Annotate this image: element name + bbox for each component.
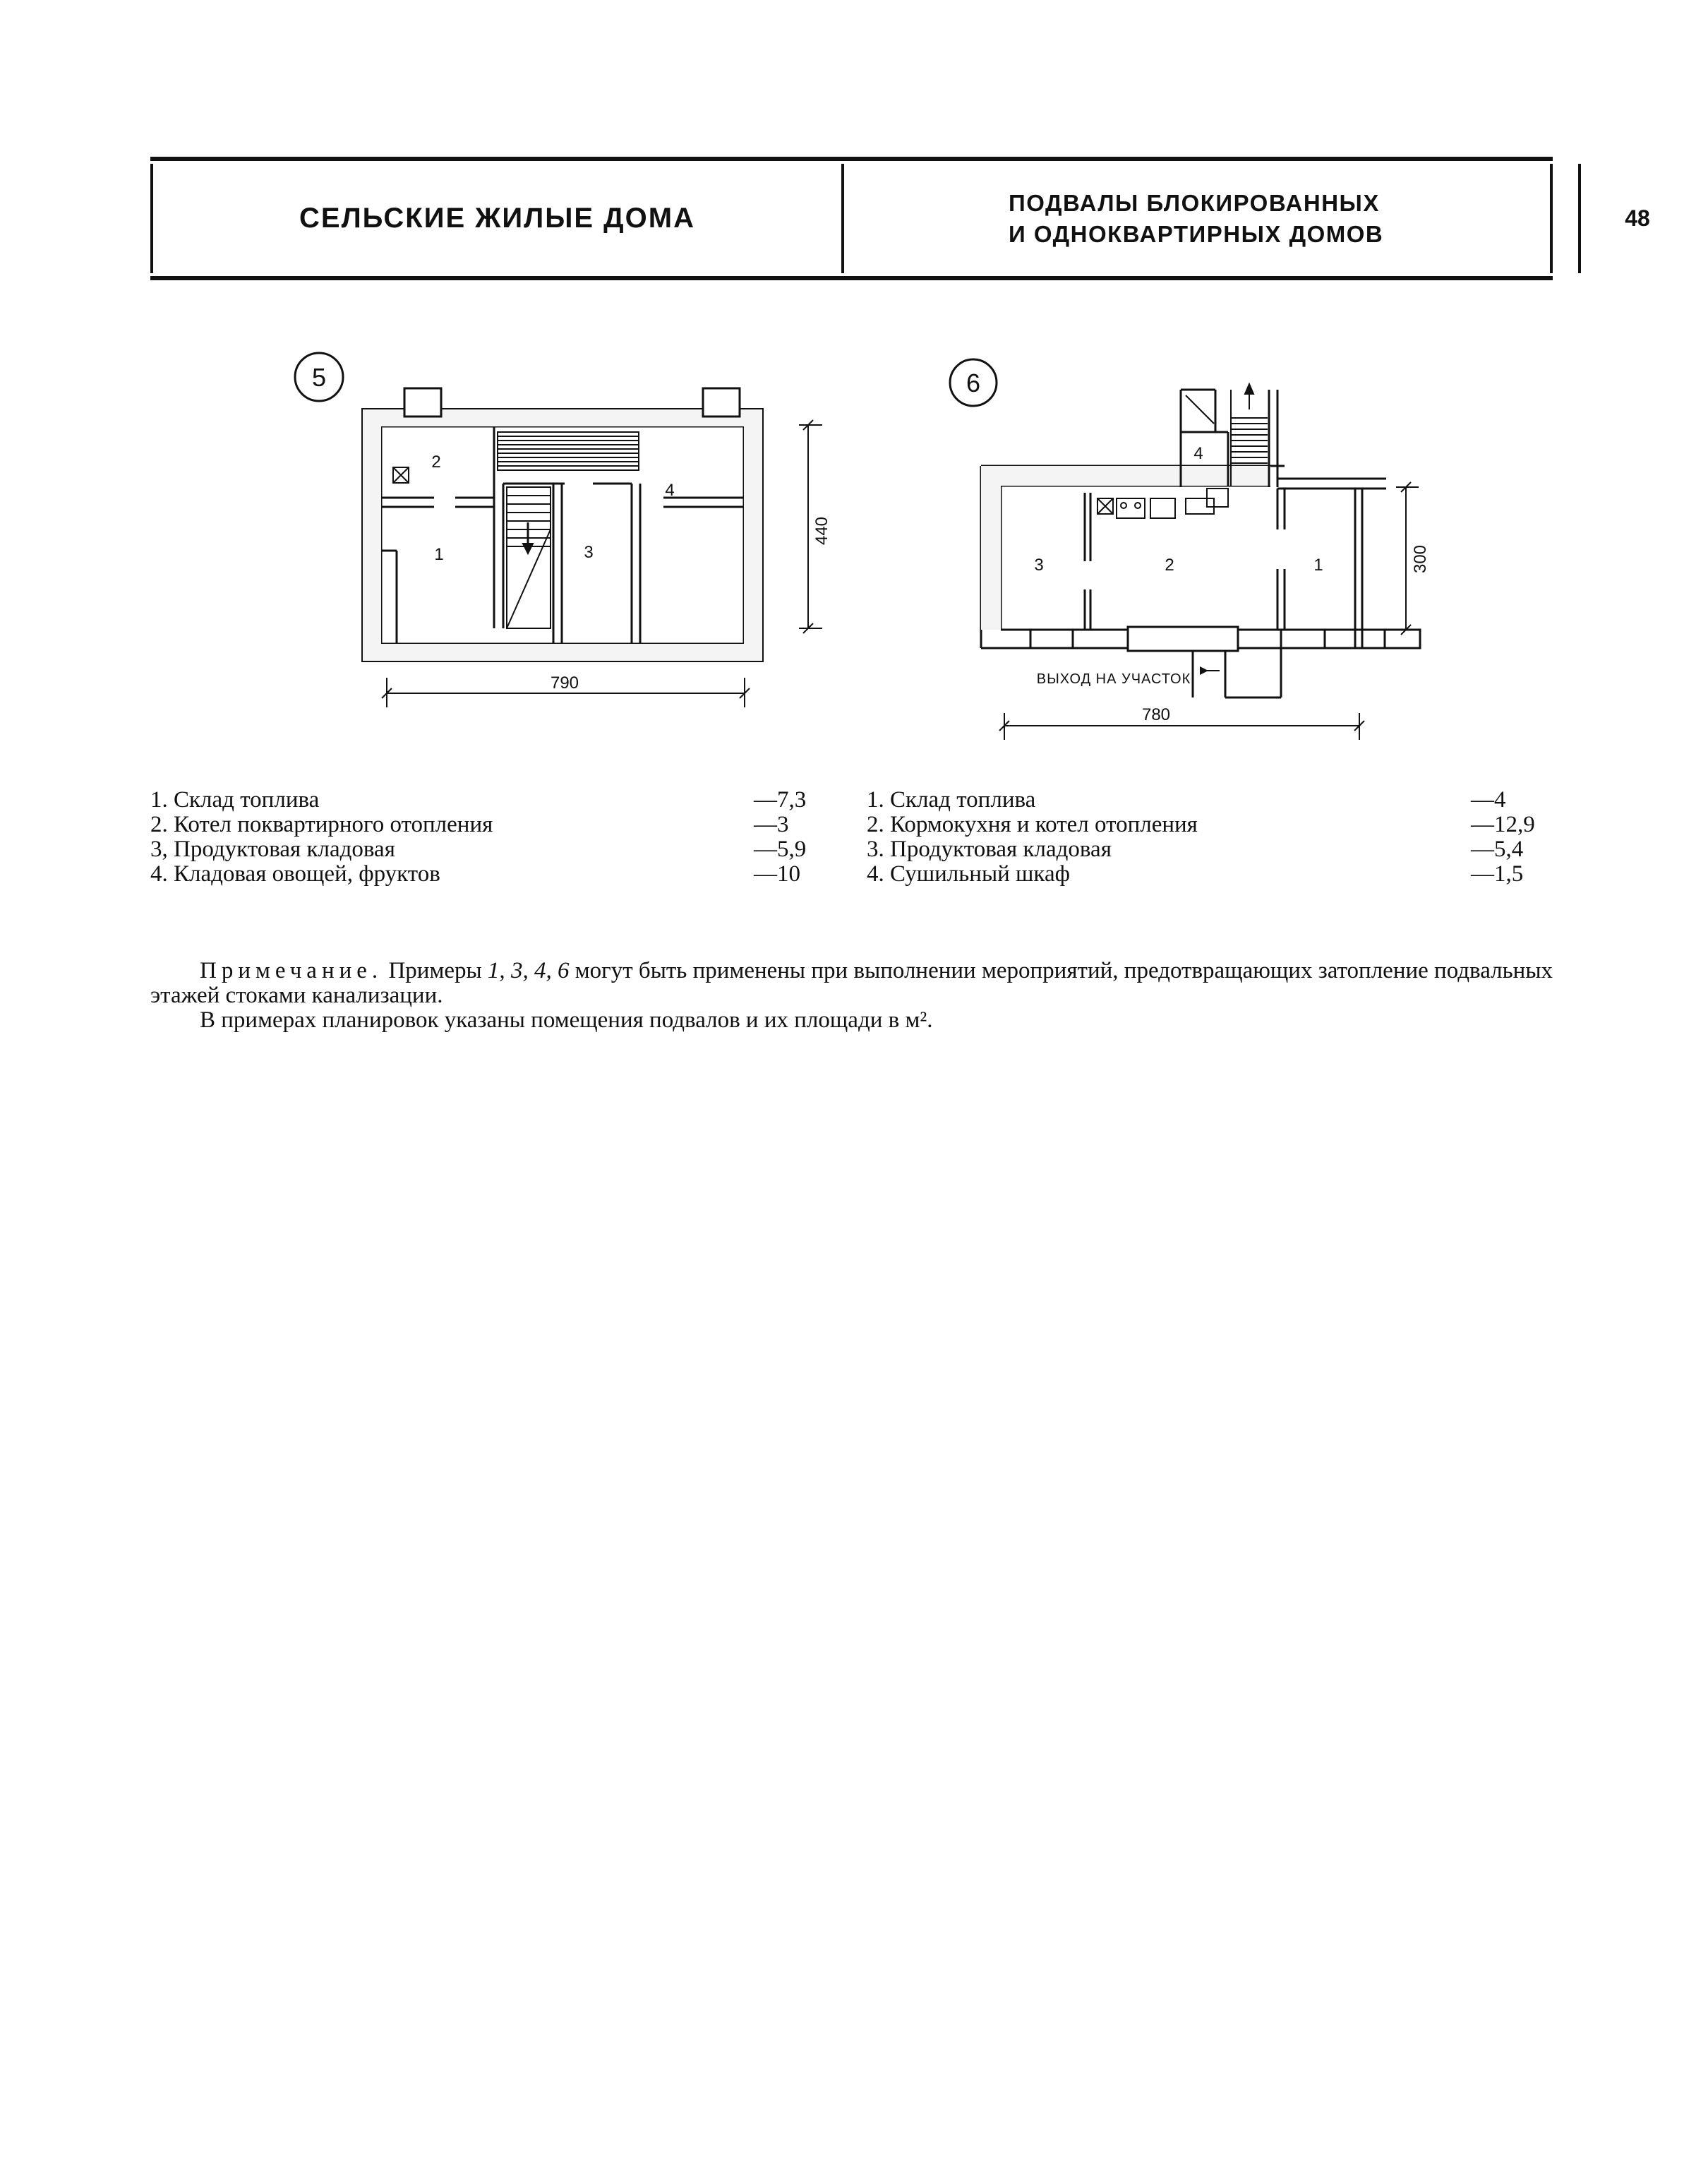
note-text: могут быть применены при выполнении мероприятий, предотвращающих затопление подвальных этажей стоками канализации. bbox=[150, 958, 1553, 1008]
legend-item bbox=[150, 837, 828, 862]
legend-item-area: —7,3 bbox=[754, 787, 807, 813]
staircase bbox=[507, 487, 551, 628]
legend-item bbox=[867, 837, 1558, 862]
legend-item-area: —5,9 bbox=[754, 837, 807, 862]
areas-note: В примерах планировок указаны помещения подвалов и их площади в м². bbox=[200, 1007, 933, 1033]
legend-item bbox=[150, 788, 828, 813]
exit-passage bbox=[1193, 648, 1281, 697]
note-paragraph bbox=[150, 959, 1553, 1008]
note-examples: 1, 3, 4, 6 bbox=[487, 958, 570, 983]
legend-plan-6 bbox=[867, 788, 1558, 887]
dimension-width-label: 780 bbox=[1141, 705, 1171, 724]
page-header bbox=[150, 157, 1650, 280]
legend-item-label: 1. Склад топлива bbox=[867, 787, 1036, 813]
dimension-depth-label: 300 bbox=[1411, 544, 1430, 574]
dimension-depth-label: 440 bbox=[812, 516, 831, 546]
room-label: 1 bbox=[434, 545, 444, 564]
page-notes bbox=[150, 959, 1553, 1033]
room-label: 2 bbox=[1165, 556, 1174, 575]
legend-item-area: —3 bbox=[754, 812, 789, 837]
legend-item-label: 3, Продуктовая кладовая bbox=[150, 837, 395, 862]
legend-plan-5 bbox=[150, 788, 828, 887]
legend-item-area: —4 bbox=[1471, 787, 1506, 813]
legend-item bbox=[150, 862, 828, 887]
legend-item-label: 1. Склад топлива bbox=[150, 787, 320, 813]
example-number: 6 bbox=[966, 369, 981, 397]
legend-item-label: 4. Сушильный шкаф bbox=[867, 861, 1070, 887]
room-label: 4 bbox=[665, 481, 675, 500]
legend-item-label: 3. Продуктовая кладовая bbox=[867, 837, 1112, 862]
room-label: 1 bbox=[1313, 556, 1323, 575]
floor-plan-6-drawing bbox=[932, 353, 1468, 748]
series-title: СЕЛЬСКИЕ ЖИЛЫЕ ДОМА bbox=[299, 203, 695, 234]
room-label: 3 bbox=[1034, 556, 1044, 575]
legend-item bbox=[150, 813, 828, 837]
room-label: 3 bbox=[584, 543, 594, 562]
example-number: 5 bbox=[311, 363, 327, 392]
room-label: 4 bbox=[1193, 444, 1203, 463]
room-label: 2 bbox=[431, 453, 441, 472]
dimension-width bbox=[999, 713, 1364, 740]
light-well bbox=[404, 388, 441, 417]
floor-plan-6 bbox=[932, 353, 1468, 748]
page-number: 48 bbox=[1625, 205, 1650, 231]
legend-item bbox=[867, 862, 1558, 887]
light-well bbox=[703, 388, 740, 417]
dimension-width-label: 790 bbox=[550, 673, 579, 693]
legend-item-label: 4. Кладовая овощей, фруктов bbox=[150, 861, 440, 887]
exit-label: ВЫХОД НА УЧАСТОК bbox=[1036, 671, 1191, 687]
stair-hatch bbox=[498, 432, 639, 470]
boiler-icon bbox=[393, 467, 409, 483]
legend-item bbox=[867, 813, 1558, 837]
section-title bbox=[844, 161, 1578, 276]
note-text: Примеры bbox=[383, 958, 488, 983]
legend-item-label: 2. Кормокухня и котел отопления bbox=[867, 812, 1198, 837]
kitchen-equipment bbox=[1097, 489, 1228, 518]
section-title-line1: ПОДВАЛЫ БЛОКИРОВАННЫХ bbox=[1009, 189, 1380, 216]
note-heading: Примечание. bbox=[200, 958, 383, 983]
section-title-line2: И ОДНОКВАРТИРНЫХ ДОМОВ bbox=[1009, 220, 1384, 247]
header-bottom-rule bbox=[150, 276, 1553, 280]
legend-item-area: —5,4 bbox=[1471, 837, 1524, 862]
legend-item-area: —12,9 bbox=[1471, 812, 1535, 837]
wall-fill bbox=[981, 466, 1270, 630]
legend-item-area: —10 bbox=[754, 861, 800, 887]
legend-item-label: 2. Котел поквартирного отопления bbox=[150, 812, 493, 837]
legend-item-area: —1,5 bbox=[1471, 861, 1524, 887]
legend-item bbox=[867, 788, 1558, 813]
floor-plan-5-drawing bbox=[282, 346, 833, 727]
floor-plan-5 bbox=[282, 346, 833, 727]
